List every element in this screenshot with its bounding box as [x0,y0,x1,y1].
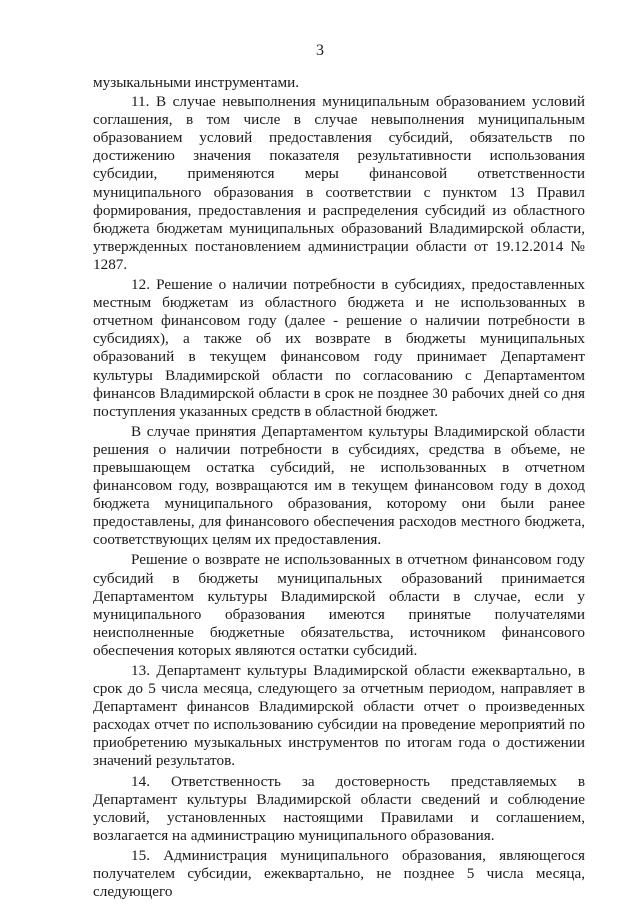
document-body [93,74,585,902]
paragraph-continuation: музыкальными инструментами. [93,74,299,91]
paragraph-12: 12. Решение о наличии потребности в субсидиях, предоставленных местным бюджетам из областного бюджета и не использованных в отчетном финансовом году (далее - решение о наличии потребности в субсидиях), а также об их возврате в бюджеты муниципальных образований в текущем финансовом году принимает Департамент культуры Владимирской области по согласованию с Департаментом финансов Владимирской области в срок не позднее 30 рабочих дней со дня поступления указанных средств в областной бюджет. [93,276,585,420]
paragraph-13: 13. Департамент культуры Владимирской области ежеквартально, в срок до 5 числа месяца, следующего за отчетным периодом, направляет в Департамент финансов Владимирской области отчет о произведенных расходах отчет по использованию субсидии на проведение мероприятий по приобретению музыкальных инструментов по итогам года о достижении значений результатов. [93,662,585,770]
paragraph-12-return-decision: Решение о возврате не использованных в отчетном финансовом году субсидий в бюджеты муниципальных образований принимается Департаментом культуры Владимирской области в случае, если у муниципального образования имеются принятые получателями неисполненные бюджетные обязательства, источником финансового обеспечения которых являются остатки субсидий. [93,551,585,659]
paragraph-12-return-case: В случае принятия Департаментом культуры Владимирской области решения о наличии потребности в субсидиях, средства в объеме, не превышающем остатка субсидий, не использованных в отчетном финансовом году, возвращаются им в текущем финансовом году в доход бюджета муниципального образования, которому они были ранее предоставлены, для финансового обеспечения расходов местного бюджета, соответствующих целям их предоставления. [93,422,585,549]
page-number: 3 [316,42,324,59]
paragraph-14: 14. Ответственность за достоверность представляемых в Департамент культуры Владимирской области сведений и соблюдение условий, установленных настоящими Правилами и соглашением, возлагается на администрацию муниципального образования. [93,772,585,844]
paragraph-15: 15. Администрация муниципального образования, являющегося получателем субсидии, ежеквартально, не позднее 5 числа месяца, следующего [93,846,585,901]
paragraph-11: 11. В случае невыполнения муниципальным образованием условий соглашения, в том числе в случае невыполнения муниципальным образованием условий предоставления субсидий, обязательств по достижению значения показателя результативности использования субсидии, применяются меры финансовой ответственности муниципального образования в соответствии с пунктом 13 Правил формирования, предоставления и распределения субсидий из областного бюджета бюджетам муниципальных образований Владимирской области, утвержденных постановлением администрации области от 19.12.2014 № 1287. [93,93,585,273]
